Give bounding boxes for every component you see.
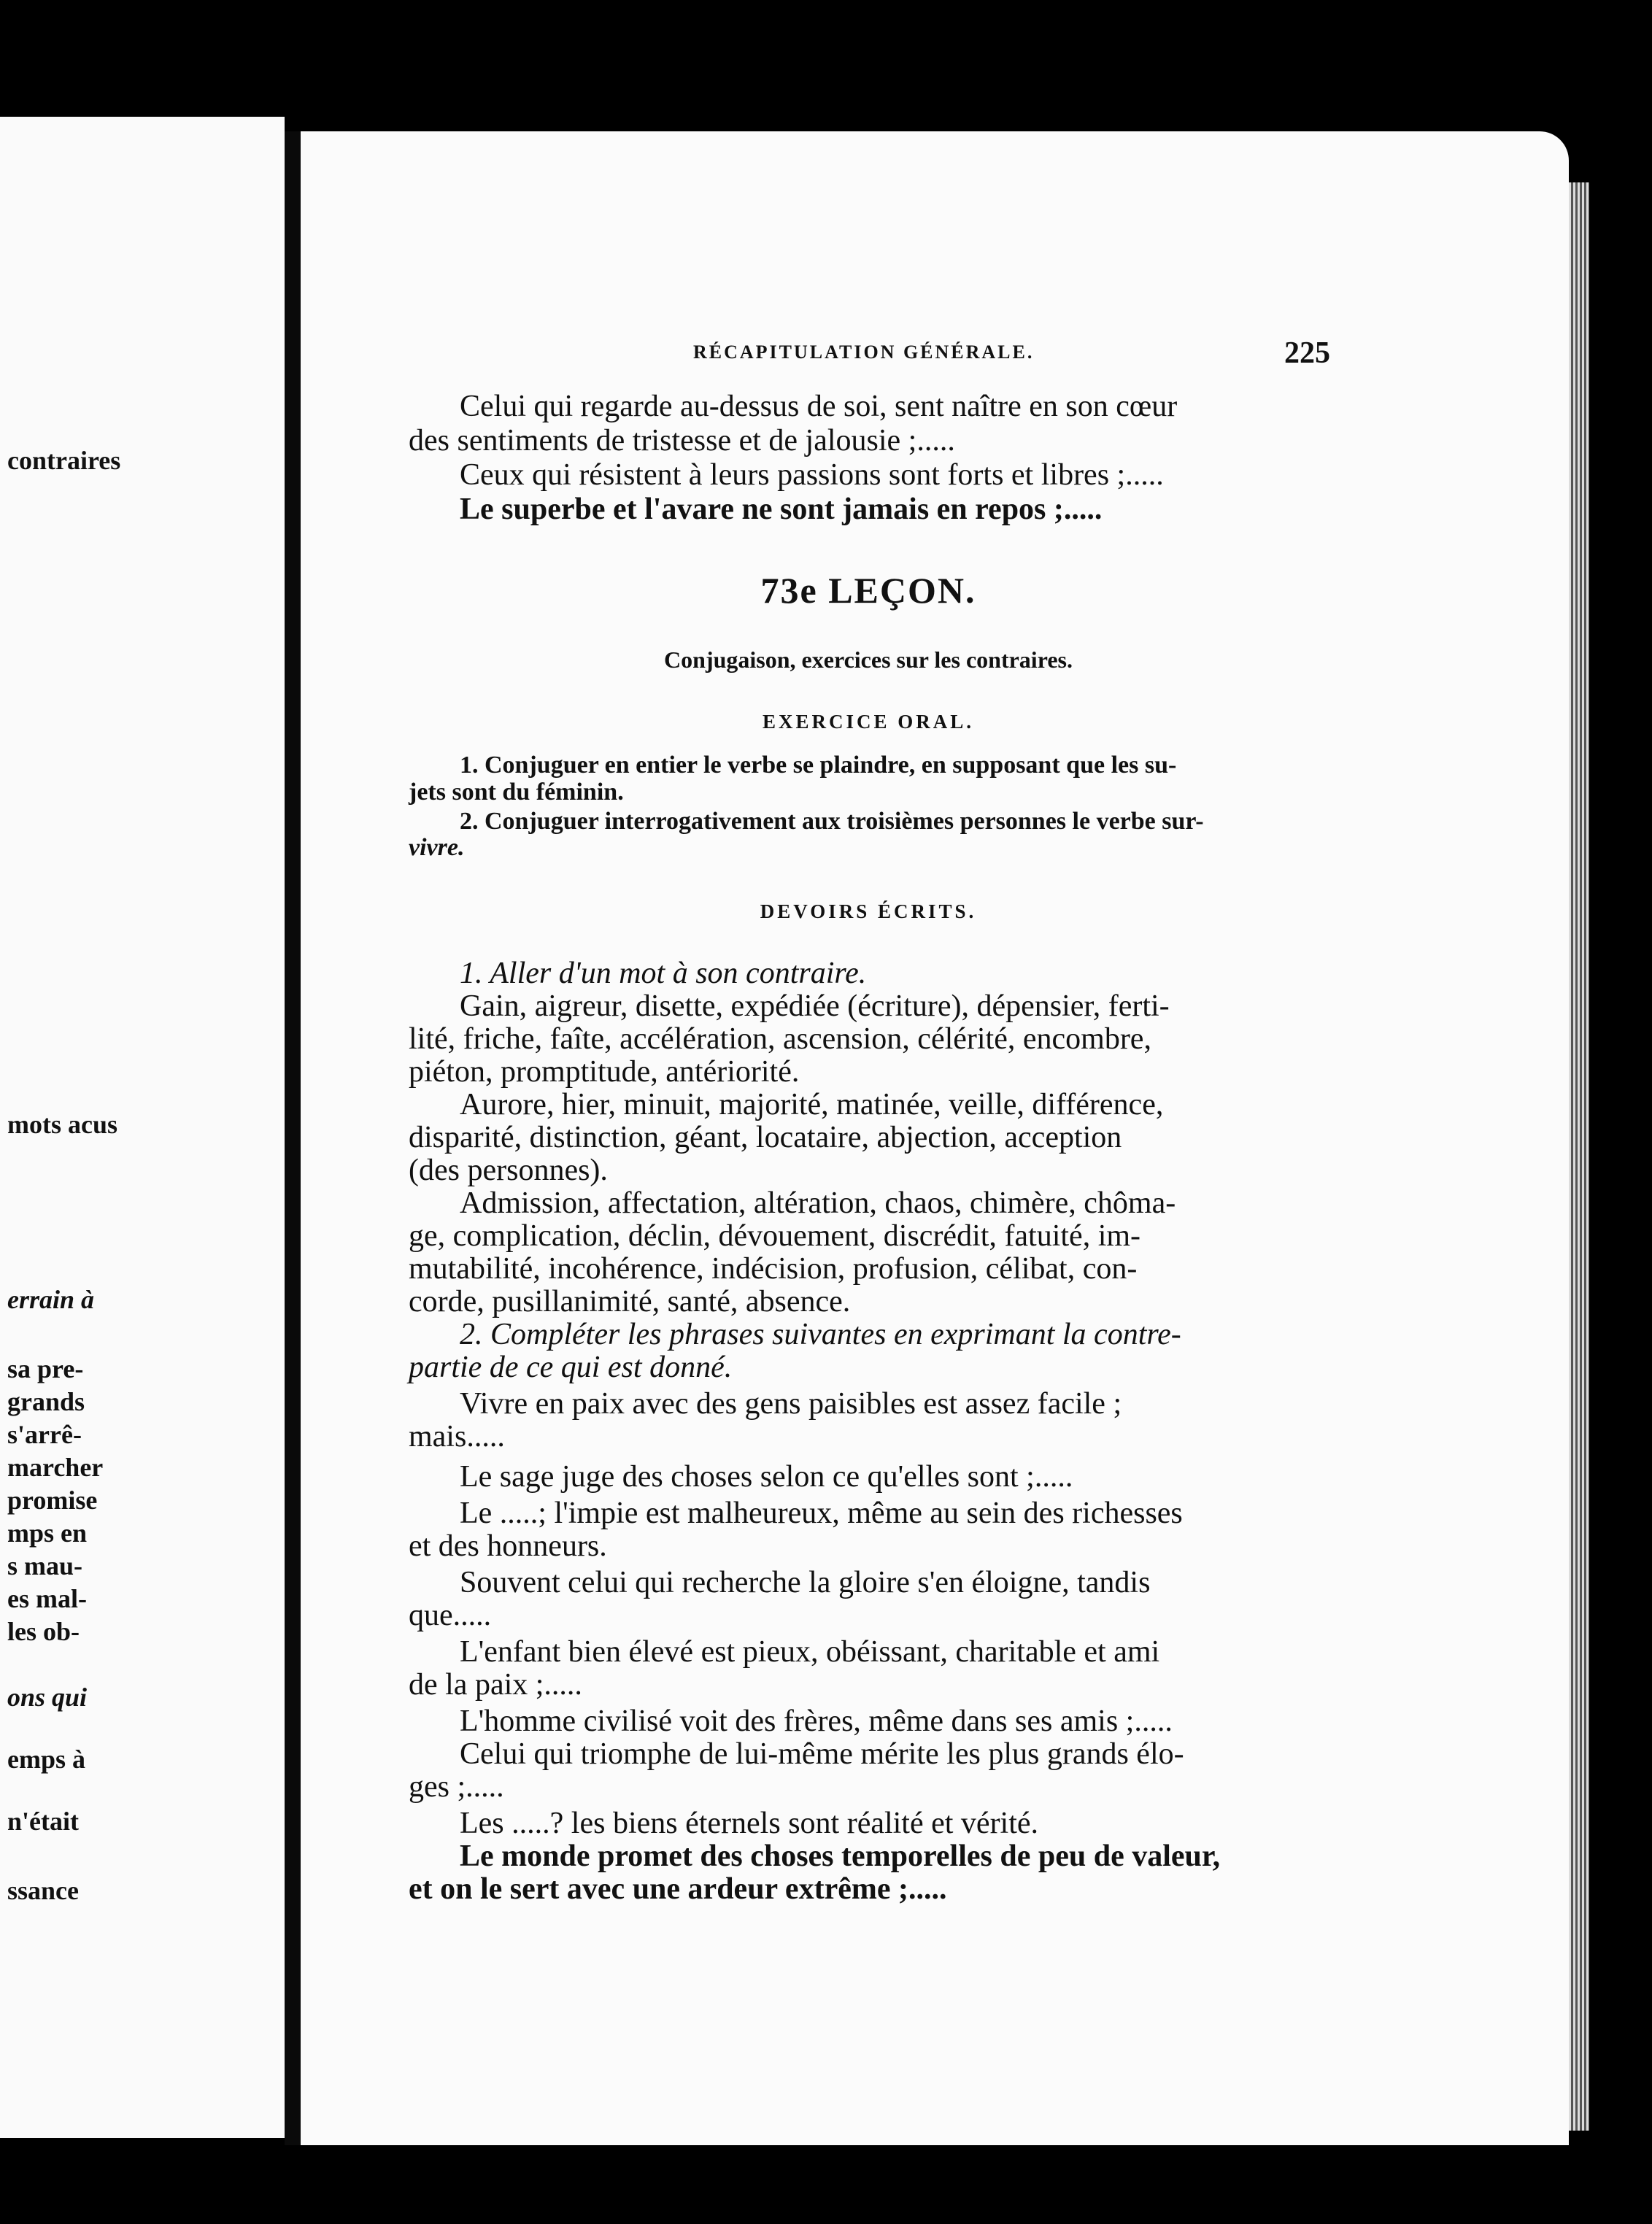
intro-line: Le superbe et l'avare ne sont jamais en repos ;..... [460,493,1103,526]
exercise1-line: corde, pusillanimité, santé, absence. [409,1285,851,1318]
exercise1-line: piéton, promptitude, antériorité. [409,1055,800,1089]
left-page-fragment: mots acus [7,1110,117,1139]
left-page-fragment: mps en [7,1518,88,1548]
written-heading: DEVOIRS ÉCRITS. [760,900,977,922]
lesson-title: 73e LEÇON. [760,570,976,611]
exercise1-line: Admission, affectation, altération, chaos, chimère, chôma- [460,1186,1176,1220]
exercise1-line: mutabilité, incohérence, indécision, profusion, célibat, con- [409,1252,1138,1286]
left-page-fragment: marcher [7,1453,104,1482]
exercise1-title: 1. Aller d'un mot à son contraire. [460,957,867,990]
left-page-fragment: emps à [7,1745,85,1774]
exercise2-line: ges ;..... [409,1770,504,1804]
exercise2-title: 2. Compléter les phrases suivantes en exprimant la contre- [460,1318,1181,1351]
exercise1-line: disparité, distinction, géant, locataire, abjection, acception [409,1121,1122,1154]
left-page-fragment: ssance [7,1876,79,1905]
left-page-fragment: les ob- [7,1617,80,1646]
page-number: 225 [1284,336,1330,370]
page-edges [1569,182,1589,2131]
exercise1-line: ge, complication, déclin, dévouement, discrédit, fatuité, im- [409,1219,1141,1253]
lesson-subtitle: Conjugaison, exercices sur les contraires. [664,646,1073,673]
left-page-fragment: ons qui [7,1683,88,1712]
left-page-fragment: sa pre- [7,1354,84,1383]
exercise2-line: Le .....; l'impie est malheureux, même au sein des richesses [460,1497,1183,1530]
exercise2-line: Le sage juge des choses selon ce qu'elles sont ;..... [460,1460,1073,1494]
exercise2-line: Le monde promet des choses temporelles de peu de valeur, [460,1839,1221,1873]
left-page [0,117,285,2138]
oral-item: 1. Conjuguer en entier le verbe se plaindre, en supposant que les su- [460,752,1177,779]
exercise2-line: et on le sert avec une ardeur extrême ;..... [409,1872,947,1906]
book-gutter [285,131,301,2145]
exercise1-line: lité, friche, faîte, accélération, ascension, célérité, encombre, [409,1022,1151,1056]
left-page-fragment: s mau- [7,1551,83,1580]
oral-heading: EXERCICE ORAL. [762,711,975,733]
left-page-fragment: s'arrê- [7,1420,82,1449]
intro-line: des sentiments de tristesse et de jalousie ;..... [409,424,955,457]
exercise2-line: que..... [409,1599,492,1632]
left-page-fragment: grands [7,1387,85,1416]
exercise2-line: de la paix ;..... [409,1668,582,1702]
oral-item: jets sont du féminin. [409,779,624,806]
oral-item: vivre. [409,834,465,861]
running-head: RÉCAPITULATION GÉNÉRALE. [693,341,1035,363]
left-page-fragment: contraires [7,446,121,475]
exercise2-line: Souvent celui qui recherche la gloire s'en éloigne, tandis [460,1566,1151,1599]
exercise2-title: partie de ce qui est donné. [409,1351,733,1384]
exercise2-line: mais..... [409,1420,505,1453]
exercise2-line: et des honneurs. [409,1529,607,1563]
left-page-fragment: n'était [7,1807,79,1836]
exercise2-line: Vivre en paix avec des gens paisibles est assez facile ; [460,1387,1122,1421]
exercise2-line: L'enfant bien élevé est pieux, obéissant, charitable et ami [460,1635,1160,1669]
exercise2-line: L'homme civilisé voit des frères, même dans ses amis ;..... [460,1704,1173,1738]
oral-item: 2. Conjuguer interrogativement aux troisièmes personnes le verbe sur- [460,808,1204,835]
exercise1-line: Gain, aigreur, disette, expédiée (écriture), dépensier, ferti- [460,989,1170,1023]
exercise2-line: Celui qui triomphe de lui-même mérite les plus grands élo- [460,1737,1184,1771]
intro-line: Celui qui regarde au-dessus de soi, sent naître en son cœur [460,390,1178,423]
exercise2-line: Les .....? les biens éternels sont réalité et vérité. [460,1807,1039,1840]
left-page-fragment: errain à [7,1285,95,1314]
exercise1-line: Aurore, hier, minuit, majorité, matinée, veille, différence, [460,1088,1164,1121]
left-page-fragment: es mal- [7,1584,87,1613]
left-page-fragment: promise [7,1486,98,1515]
exercise1-line: (des personnes). [409,1154,608,1187]
intro-line: Ceux qui résistent à leurs passions sont forts et libres ;..... [460,458,1164,492]
